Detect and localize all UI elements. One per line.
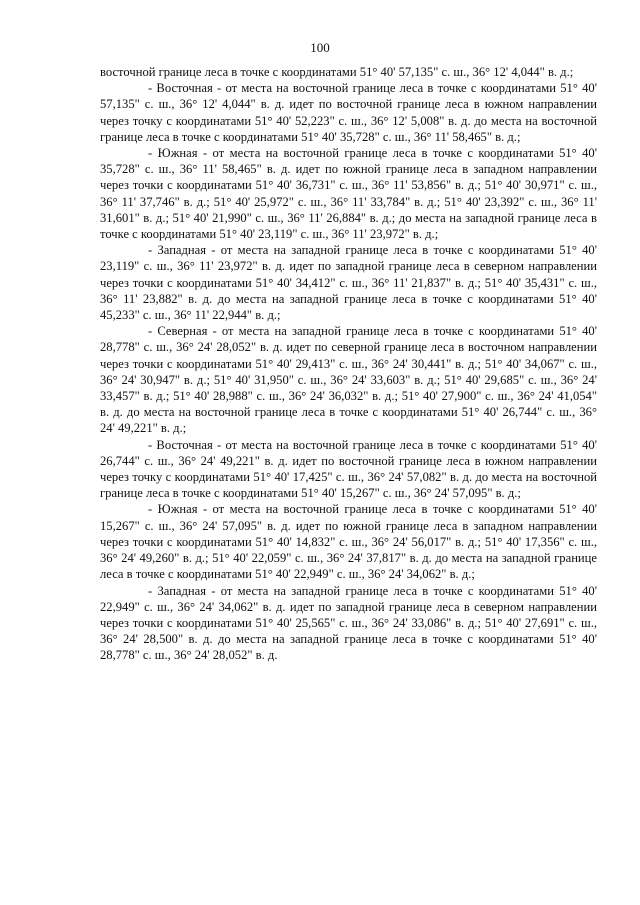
page-number: 100 — [310, 40, 330, 55]
paragraph: - Западная - от места на западной границе леса в точке с координатами 51° 40' 23,119" с. ш., 36° 11' 23,972" в. д. идет по западной границе леса в северном направлении через точки с координатами 51° 40' 34,412" с. ш., 36° 11' 21,837" в. д.; 51° 40' 35,431" с. ш., 36° 11' 23,882" в. д. до места на западной границе леса в точке с координатами 51° 40' 45,233" с. ш., 36° 11' 22,944" в. д.; — [100, 243, 597, 323]
paragraph: - Восточная - от места на восточной границе леса в точке с координатами 51° 40' 26,744" с. ш., 36° 24' 49,221" в. д. идет по восточной границе леса в южном направлении через точку с координатами 51° 40' 17,425" с. ш., 36° 24' 57,082" в. д. до места на восточной границе леса в точке с координатами 51° 40' 15,267" с. ш., 36° 24' 57,095" в. д.; — [100, 437, 597, 501]
paragraph: восточной границе леса в точке с координатами 51° 40' 57,135" с. ш., 36° 12' 4,044" в. д.; — [100, 65, 574, 79]
paragraph: - Восточная - от места на восточной границе леса в точке с координатами 51° 40' 57,135" с. ш., 36° 12' 4,044" в. д. идет по восточной границе леса в южном направлении через точку с координатами 51° 40' 52,223" с. ш., 36° 12' 5,008" в. д. до места на восточной границе леса в точке с координатами 51° 40' 35,728" с. ш., 36° 11' 58,465" в. д.; — [100, 81, 597, 144]
paragraph: - Южная - от места на восточной границе леса в точке с координатами 51° 40' 15,267" с. ш., 36° 24' 57,095" в. д. идет по южной границе леса в западном направлении через точки с координатами 51° 40' 14,832" с. ш., 36° 24' 56,017" в. д.; 51° 40' 17,356" с. ш., 36° 24' 49,260" в. д.; 51° 40' 22,059" с. ш., 36° 24' 37,817" в. д. до места на западной границе леса в точке с координатами 51° 40' 22,949" с. ш., 36° 24' 34,062" в. д.; — [100, 502, 597, 582]
document-body — [100, 64, 597, 664]
paragraph: - Западная - от места на западной границе леса в точке с координатами 51° 40' 22,949" с. ш., 36° 24' 34,062" в. д. идет по западной границе леса в северном направлении через точки с координатами 51° 40' 25,565" с. ш., 36° 24' 33,086" в. д.; 51° 40' 27,691" с. ш., 36° 24' 28,500" в. д. до места на западной границе леса в точке с координатами 51° 40' 28,778" с. ш., 36° 24' 28,052" в. д. — [100, 583, 597, 663]
paragraph: - Южная - от места на восточной границе леса в точке с координатами 51° 40' 35,728" с. ш., 36° 11' 58,465" в. д. идет по южной границе леса в западном направлении через точки с координатами 51° 40' 36,731" с. ш., 36° 11' 53,856" в. д.; 51° 40' 30,971" с. ш., 36° 11' 37,746" в. д.; 51° 40' 25,972" с. ш., 36° 11' 33,784" в. д.; 51° 40' 23,392" с. ш., 36° 11' 31,601" в. д.; 51° 40' 21,990" с. ш., 36° 11' 26,884" в. д.; до места на западной границе леса в точке с координатами 51° 40' 23,119" с. ш., 36° 11' 23,972" в. д.; — [100, 146, 597, 242]
paragraph: - Северная - от места на западной границе леса в точке с координатами 51° 40' 28,778" с. ш., 36° 24' 28,052" в. д. идет по северной границе леса в восточном направлении через точки с координатами 51° 40' 29,413" с. ш., 36° 24' 30,441" в. д.; 51° 40' 34,067" с. ш., 36° 24' 30,947" в. д.; 51° 40' 31,950" с. ш., 36° 24' 33,603" в. д.; 51° 40' 29,685" с. ш., 36° 24' 33,457" в. д.; 51° 40' 28,988" с. ш., 36° 24' 36,032" в. д.; 51° 40' 27,900" с. ш., 36° 24' 41,054" в. д. до места на восточной границе леса в точке с координатами 51° 40' 26,744" с. ш., 36° 24' 49,221" в. д.; — [100, 324, 597, 436]
